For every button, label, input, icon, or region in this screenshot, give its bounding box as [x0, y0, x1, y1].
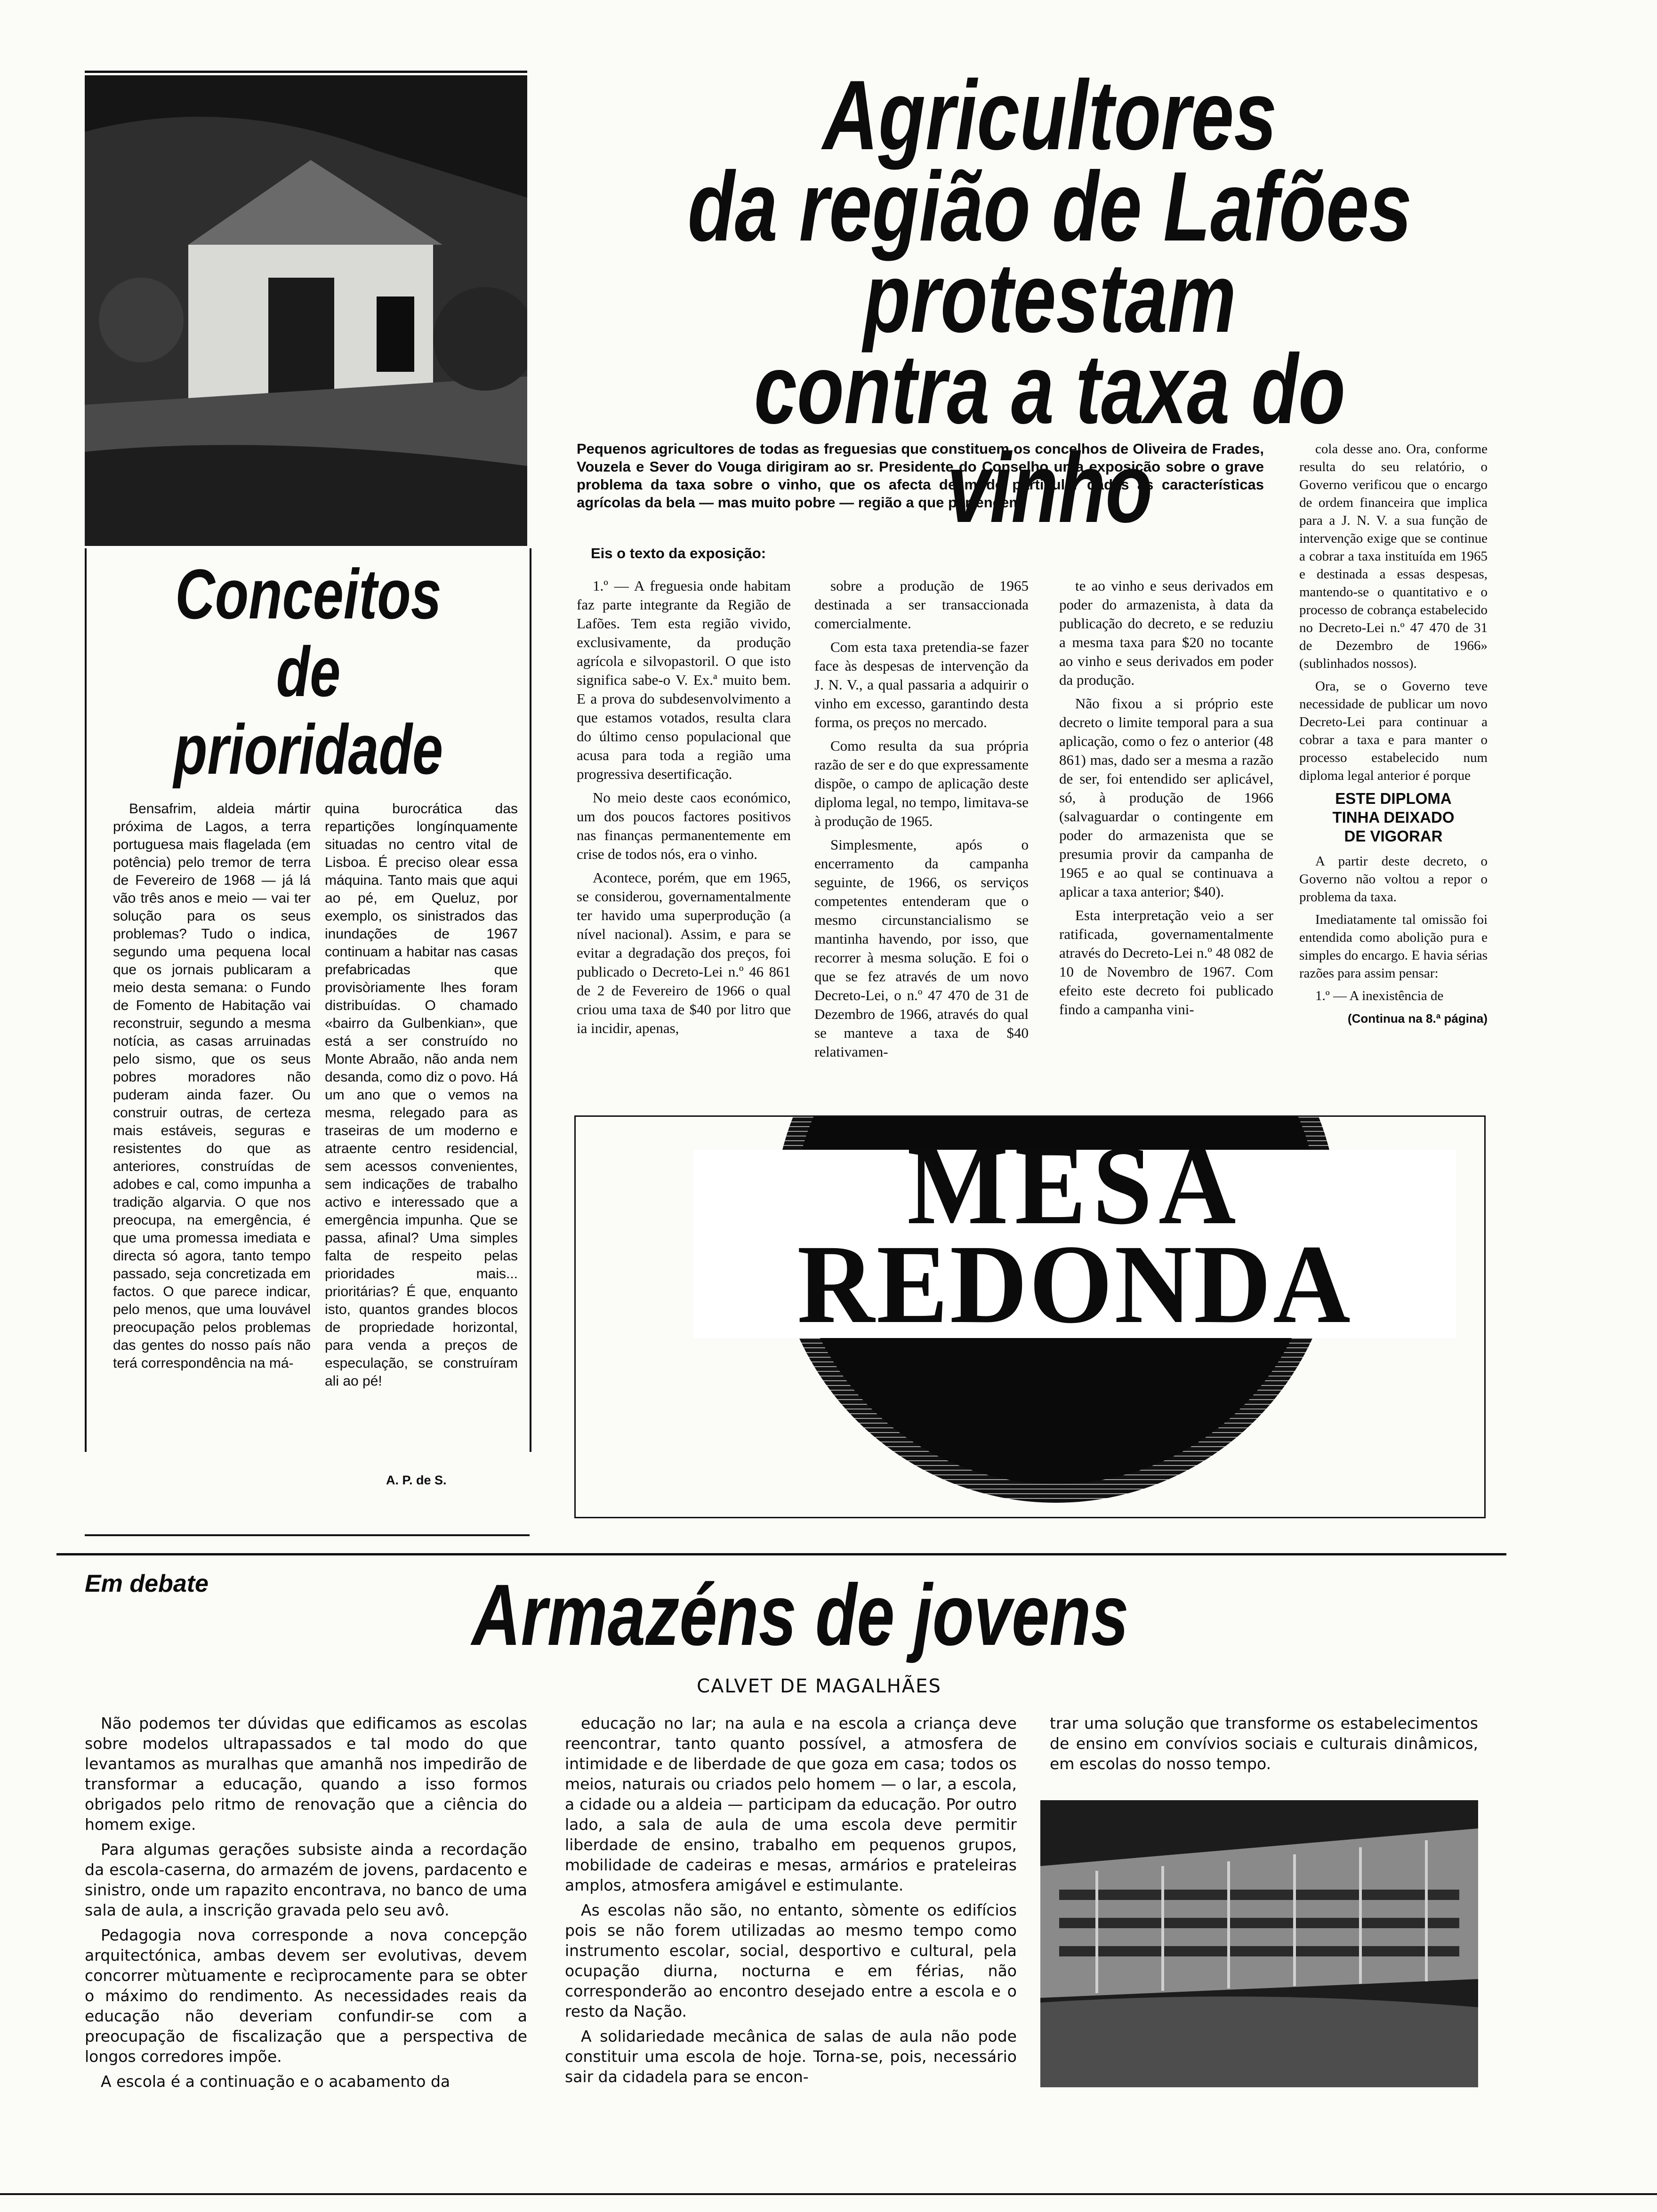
top-rule: [85, 71, 527, 73]
paragraph: Acontece, porém, que em 1965, se considerou, governamentalmente ter havido uma superprodução (a nível nacional). Assim, e para se evitar a degradação dos preços, foi publicado o Decreto-Lei n.º 46 861 de 2 de Fevereiro de 1966 o qual criou uma taxa de $40 por litro que ia incidir, apenas,: [577, 869, 791, 1036]
story-column-3: [1059, 577, 1273, 1024]
paragraph: Imediatamente tal omissão foi entendida como abolição pura e simples do encargo. E havia sérias razões para assim pensar:: [1299, 912, 1488, 981]
paragraph: Simplesmente, após o encerramento da campanha seguinte, de 1966, os serviços competentes entenderam que o mesmo circunstancialismo se mantinha havendo, por isso, que recorrer à mesma solução. E foi o que se fez através de um novo Decreto-Lei, o n.º 47 470 de 31 de Dezembro de 1966, através do qual se manteve a taxa de $40 relativamen-: [814, 836, 1029, 1060]
paragraph: 1.º — A inexistência de: [1315, 988, 1444, 1003]
subhead: [1299, 789, 1488, 846]
debate-column-1: [85, 1713, 527, 2096]
section-divider: [56, 1553, 1506, 1555]
headline-line-1: Agricultores: [822, 60, 1277, 170]
continuation-note: (Continua na 8.ª página): [1347, 1011, 1488, 1026]
sidebar-headline-line: prioridade: [173, 710, 443, 789]
paragraph: 1.º — A freguesia onde habitam faz parte integrante da Região de Lafões. Tem esta região vivido, exclusivamente, da produção agrícola e silvopastoril. O que isto significa sabe-o V. Ex.ª muito bem. E a prova do subdesenvolvimento a que estamos votados, resulta clara do último censo populacional que acusa para toda a região uma progressiva desertificação.: [577, 577, 791, 782]
sidebar-column-2: quina burocrática das repartições longínquamente situadas no centro vital de Lisboa. É preciso olear essa máquina. Tanto mais que aqui ao pé, em Queluz, por exemplo, os sinistrados das inundações de 1967 continuam a habitar nas casas prefabricadas que provisòriamente lhes foram distribuídas. O chamado «bairro da Gulbenkian», que está a ser construído no Monte Abraão, não anda nem desanda, como diz o povo. Há um ano que o vemos na mesma, relegado para as traseiras de um moderno e atraente centro residencial, sem acessos convenientes, sem indicações de trabalho activo e interessado que a emergência impunha. Que se passa, afinal? Uma simples falta de respeito pelas prioridades mais... prioritárias? É que, enquanto isto, quantos grandes blocos de propriedade horizontal, para venda a preços de especulação, se construíram ali ao pé!: [325, 801, 518, 1389]
paragraph: Ora, se o Governo teve necessidade de publicar um novo Decreto-Lei para continuar a cobrar a taxa e para manter o processo estabelecido num diploma legal anterior é porque: [1299, 679, 1488, 783]
rural-house-photo: [85, 75, 527, 546]
debate-byline: CALVET DE MAGALHÃES: [697, 1675, 941, 1697]
story-column-1: [577, 577, 791, 1042]
bottom-edge-rule: [0, 2193, 1657, 2195]
headline-line-4: contra a taxa do vinho: [754, 334, 1346, 543]
sidebar-left-rule: [85, 548, 87, 1452]
sidebar-bottom-rule: [85, 1534, 530, 1536]
subhead-line: DE VIGORAR: [1344, 827, 1443, 845]
paragraph: Esta interpretação veio a ser ratificada, governamentalmente através do Decreto-Lei n.º 48 082 de 10 de Novembro de 1967. Com efeito este decreto foi publicado findo a campanha vini-: [1059, 907, 1273, 1018]
sidebar-signature: A. P. de S.: [386, 1473, 447, 1487]
paragraph: sobre a produção de 1965 destinada a ser transaccionada comercialmente.: [814, 577, 1029, 632]
paragraph: cola desse ano. Ora, conforme resulta do seu relatório, o Governo verificou que o encargo de ordem financeira que implica para a J. N. V. a sua função de intervenção exige que se continue a cobrar a taxa instituída em 1965 e destinada a essas despesas, mantendo-se o quantitativo e o processo de cobrança estabelecido no Decreto-Lei n.º 47 470 de 31 de Dezembro de 1966» (sublinhados nossos).: [1299, 441, 1488, 671]
debate-kicker: Em debate: [85, 1570, 209, 1597]
paragraph: Com esta taxa pretendia-se fazer face às despesas de intervenção da J. N. V., a qual passaria a adquirir o vinho em excesso, garantindo desta forma, os preços no mercado.: [814, 639, 1029, 730]
debate-column-3: trar uma solução que transforme os estabelecimentos de ensino em convívios sociais e culturais dinâmicos, em escolas do nosso tempo.: [1050, 1714, 1478, 1773]
paragraph: A solidariedade mecânica de salas de aula não pode constituir uma escola de hoje. Torna-se, pois, necessário sair da cidadela para se encon-: [565, 2027, 1017, 2086]
exposition-intro: Eis o texto da exposição:: [591, 545, 766, 561]
paragraph: As escolas não são, no entanto, sòmente os edifícios pois se não forem utilizadas ao mesmo tempo como instrumento escolar, social, desportivo e cultural, pela ocupação diurna, nocturna e em férias, não corresponderão ao encontro desejado entre a escola e o resto da Nação.: [565, 1901, 1017, 2020]
paragraph: te ao vinho e seus derivados em poder do armazenista, à data da publicação do decreto, e se reduziu a mesma taxa para $20 no tocante ao vinho e seus derivados em poder da produção.: [1059, 577, 1273, 688]
photo-image: [85, 75, 527, 546]
sidebar-right-rule: [530, 548, 531, 1452]
photo-image: [1040, 1800, 1478, 2087]
banner-line-2: REDONDA: [797, 1221, 1352, 1346]
sidebar-headline: [87, 554, 530, 789]
story-column-2: [814, 577, 1029, 1066]
headline-line-2: da região de Lafões: [687, 151, 1412, 262]
school-building-photo: [1040, 1800, 1478, 2087]
mesa-redonda-banner: [574, 1115, 1486, 1518]
subhead-line: TINHA DEIXADO: [1332, 809, 1455, 826]
lead-paragraph: Pequenos agricultores de todas as freguesias que constituem os concelhos de Oliveira de Frades, Vouzela e Sever do Vouga dirigiram ao sr. Presidente do Conselho uma exposição sobre o grave problema da taxa sobre o vinho, que os afecta de modo particular dadas as características agrícolas da bela — mas muito pobre — região a que pertencem.: [577, 441, 1264, 511]
paragraph: A escola é a continuação e o acabamento da: [101, 2072, 450, 2091]
paragraph: Como resulta da sua própria razão de ser e do que expressamente dispõe, o campo de aplicação deste diploma legal, no tempo, limitava-se à produção de 1965.: [814, 737, 1029, 829]
paragraph: Não podemos ter dúvidas que edificamos as escolas sobre modelos ultrapassados e tal modo do que levantamos as muralhas que amanhã nos impedirão de transformar a educação, quando a isso formos obrigados pelo ritmo de renovação que a ciência do homem exige.: [85, 1714, 527, 1834]
paragraph: educação no lar; na aula e na escola a criança deve reencontrar, tanto quanto possível, a atmosfera de intimidade e de liberdade de que goza em casa; todos os meios, naturais ou criados pelo homem — o lar, a escola, a cidade ou a aldeia — participam da educação. Por outro lado, a sala de aula de uma escola deve permitir liberdade de ensino, trabalho em pequenos grupos, mobilidade de cadeiras e mesas, armários e prateleiras amplos, atmosfera amigável e estimulante.: [565, 1714, 1017, 1894]
banner-line-1: MESA: [907, 1122, 1242, 1248]
paragraph: Para algumas gerações subsiste ainda a recordação da escola-caserna, do armazém de jovens, pardacento e sinistro, onde um rapazito encontrava, no banco de uma sala de aula, a inscrição gravada pelo seu avô.: [85, 1840, 527, 1919]
sidebar-headline-line: de: [276, 632, 341, 711]
sidebar-headline-line: Conceitos: [175, 554, 442, 633]
debate-headline: Armazéns de jovens: [472, 1567, 1129, 1664]
headline-line-3: protestam: [863, 242, 1236, 353]
debate-column-2: [565, 1713, 1017, 2092]
paragraph: No meio deste caos económico, um dos poucos factores positivos nas finanças permanentemente em crise de todos nós, era o vinho.: [577, 789, 791, 862]
paragraph: A partir deste decreto, o Governo não voltou a repor o problema da taxa.: [1299, 854, 1488, 905]
sidebar-column-1: Bensafrim, aldeia mártir próxima de Lagos, a terra portuguesa mais flagelada (em potência) pelo tremor de terra de Fevereiro de 1968 — já lá vão três anos e meio — vai ter solução para os seus problemas? Tudo o indica, segundo uma pequena local que os jornais publicaram a meio desta semana: o Fundo de Fomento de Habitação vai reconstruir, segundo a mesma notícia, as casas arruinadas pelo sismo, que os seus pobres moradores não puderam ainda fazer. Ou construir outras, de certeza mais estáveis, seguras e resistentes do que as anteriores, construídas de adobes e cal, como impunha a tradição algarvia. O que nos preocupa, na emergência, é que uma promessa imediata e directa só agora, tanto tempo passado, seja concretizada em factos. O que parece indicar, pelo menos, que uma louvável preocupação pelos problemas das gentes do nosso país não terá correspondência na má-: [113, 801, 311, 1371]
subhead-line: ESTE DIPLOMA: [1335, 790, 1452, 807]
story-column-4: [1299, 440, 1488, 1027]
paragraph: Pedagogia nova corresponde a nova concepção arquitectónica, ambas devem ser evolutivas, devem concorrer mùtuamente e recìprocamente para se obter o máximo do rendimento. As necessidades reais da educação não deveriam confundir-se com a preocupação de fiscalização que a perspectiva de longos corredores impõe.: [85, 1926, 527, 2066]
paragraph: Não fixou a si próprio este decreto o limite temporal para a sua aplicação, como o fez o anterior (48 861) mas, dado ser a mesma a razão de ser, foi entendido ser aplicável, só, à produção de 1966 (salvaguardar o contingente em poder do armazenista que se presumia provir da campanha de 1965 e ao qual se continuava a aplicar a taxa anterior; $40).: [1059, 695, 1273, 900]
